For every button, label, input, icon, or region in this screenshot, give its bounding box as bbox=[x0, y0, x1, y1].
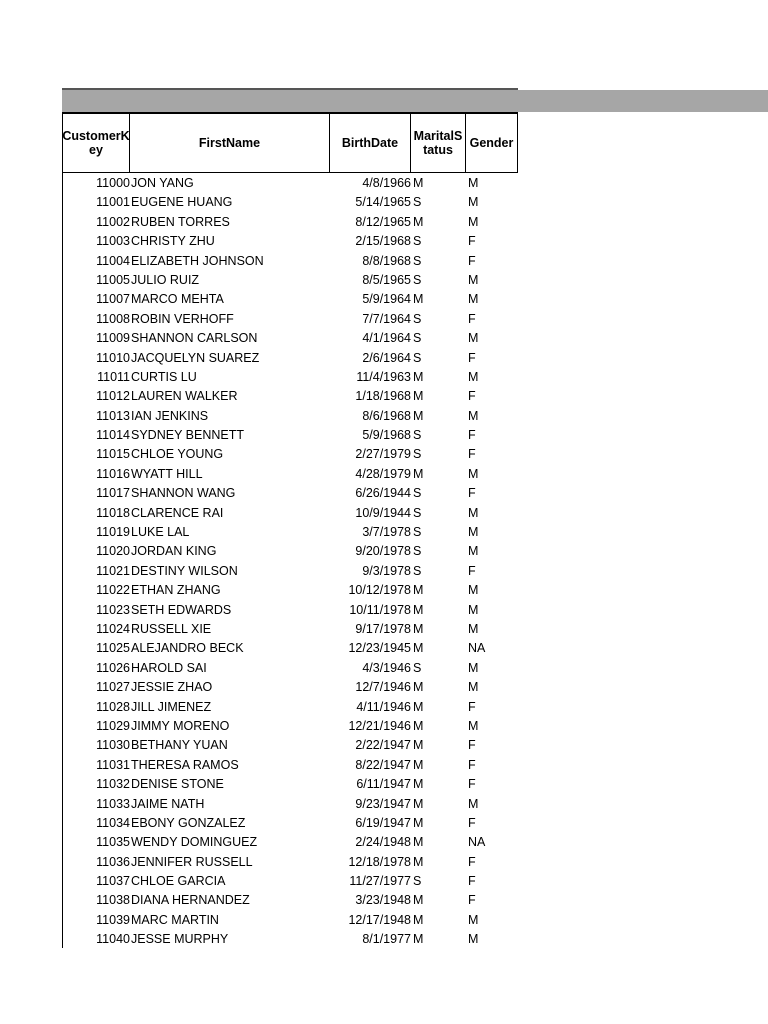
first-name-cell[interactable]: IAN JENKINS bbox=[131, 408, 209, 423]
birth-date-cell[interactable]: 10/12/1978 bbox=[348, 583, 411, 598]
birth-date-cell[interactable]: 8/12/1965 bbox=[355, 214, 411, 229]
table-row bbox=[62, 601, 518, 620]
first-name-cell[interactable]: JESSIE ZHAO bbox=[131, 680, 213, 695]
customer-key-cell[interactable]: 11033 bbox=[96, 796, 130, 811]
customer-key-cell[interactable]: 11036 bbox=[96, 854, 130, 869]
table-row bbox=[62, 678, 518, 697]
birth-date-cell[interactable]: 4/8/1966 bbox=[362, 176, 411, 190]
birth-date-cell[interactable]: 5/9/1964 bbox=[362, 292, 411, 307]
birth-date-cell[interactable]: 6/19/1947 bbox=[355, 815, 411, 830]
table-row bbox=[62, 271, 518, 290]
table-row bbox=[62, 504, 518, 523]
birth-date-cell[interactable]: 4/28/1979 bbox=[355, 466, 411, 481]
gender-cell[interactable]: M bbox=[468, 660, 479, 675]
table-row bbox=[62, 872, 518, 891]
gender-cell[interactable]: F bbox=[468, 874, 476, 889]
marital-status-cell[interactable]: S bbox=[413, 195, 422, 210]
gender-cell[interactable]: M bbox=[468, 176, 479, 190]
birth-date-cell[interactable]: 7/7/1964 bbox=[362, 311, 411, 326]
customer-key-cell[interactable]: 11028 bbox=[96, 699, 130, 714]
gender-cell[interactable]: F bbox=[468, 757, 476, 772]
marital-status-cell[interactable]: M bbox=[413, 912, 424, 927]
first-name-cell[interactable]: ELIZABETH JOHNSON bbox=[131, 253, 264, 268]
gender-cell[interactable]: M bbox=[468, 466, 479, 481]
customer-key-cell[interactable]: 11007 bbox=[96, 292, 130, 307]
customer-key-cell[interactable]: 11025 bbox=[96, 641, 130, 656]
first-name-cell[interactable]: LAUREN WALKER bbox=[131, 389, 238, 404]
marital-status-cell[interactable]: M bbox=[413, 699, 424, 714]
birth-date-cell[interactable]: 11/27/1977 bbox=[349, 874, 411, 889]
marital-status-cell[interactable]: M bbox=[413, 292, 424, 307]
gender-cell[interactable]: M bbox=[468, 680, 479, 695]
customer-key-cell[interactable]: 11034 bbox=[96, 815, 130, 830]
table-row bbox=[62, 213, 518, 232]
marital-status-cell[interactable]: M bbox=[413, 408, 424, 423]
customer-key-cell[interactable]: 11014 bbox=[96, 428, 130, 443]
marital-status-cell[interactable]: M bbox=[413, 815, 424, 830]
table-row bbox=[62, 290, 518, 309]
marital-status-cell[interactable]: S bbox=[413, 234, 422, 249]
first-name-cell[interactable]: RUSSELL XIE bbox=[131, 621, 212, 636]
marital-status-cell[interactable]: M bbox=[413, 641, 424, 656]
table-row bbox=[62, 814, 518, 833]
birth-date-cell[interactable]: 9/23/1947 bbox=[355, 796, 411, 811]
first-name-cell[interactable]: THERESA RAMOS bbox=[131, 757, 239, 772]
gender-cell[interactable]: F bbox=[468, 854, 476, 869]
birth-date-cell[interactable]: 3/7/1978 bbox=[362, 525, 411, 540]
table-row bbox=[62, 891, 518, 910]
customer-key-cell[interactable]: 11008 bbox=[96, 311, 130, 326]
gender-cell[interactable]: M bbox=[468, 583, 479, 598]
gender-cell[interactable]: F bbox=[468, 563, 476, 578]
marital-status-cell[interactable]: M bbox=[413, 854, 424, 869]
header-birth-date[interactable]: BirthDate bbox=[330, 114, 411, 172]
first-name-cell[interactable]: ETHAN ZHANG bbox=[131, 583, 221, 598]
birth-date-cell[interactable]: 8/6/1968 bbox=[362, 408, 411, 423]
first-name-cell[interactable]: LUKE LAL bbox=[131, 525, 190, 540]
first-name-cell[interactable]: JORDAN KING bbox=[131, 544, 217, 559]
first-name-cell[interactable]: JON YANG bbox=[131, 176, 194, 190]
table-row bbox=[62, 639, 518, 658]
first-name-cell[interactable]: SETH EDWARDS bbox=[131, 602, 232, 617]
table-row bbox=[62, 523, 518, 542]
gender-cell[interactable]: M bbox=[468, 912, 479, 927]
table-row bbox=[62, 174, 518, 193]
table-row bbox=[62, 659, 518, 678]
table-row bbox=[62, 368, 518, 387]
first-name-cell[interactable]: DIANA HERNANDEZ bbox=[131, 893, 250, 908]
gender-cell[interactable]: M bbox=[468, 602, 479, 617]
gender-cell[interactable]: F bbox=[468, 253, 476, 268]
gender-cell[interactable]: M bbox=[468, 292, 479, 307]
first-name-cell[interactable]: BETHANY YUAN bbox=[131, 738, 228, 753]
header-marital-status[interactable]: MaritalS tatus bbox=[411, 114, 466, 172]
marital-status-cell[interactable]: S bbox=[413, 660, 422, 675]
table-row bbox=[62, 465, 518, 484]
gender-cell[interactable]: M bbox=[468, 195, 479, 210]
table-row bbox=[62, 310, 518, 329]
gender-cell[interactable]: M bbox=[468, 272, 479, 287]
marital-status-cell[interactable]: M bbox=[413, 583, 424, 598]
header-gender[interactable]: Gender bbox=[466, 114, 518, 172]
first-name-cell[interactable]: CHLOE GARCIA bbox=[131, 874, 226, 889]
birth-date-cell[interactable]: 12/23/1945 bbox=[348, 641, 411, 656]
customer-key-cell[interactable]: 11023 bbox=[96, 602, 130, 617]
table-row bbox=[62, 329, 518, 348]
customer-key-cell[interactable]: 11016 bbox=[96, 466, 130, 481]
table-row bbox=[62, 717, 518, 736]
table-row bbox=[62, 387, 518, 406]
birth-date-cell[interactable]: 2/6/1964 bbox=[362, 350, 411, 365]
gender-cell[interactable]: F bbox=[468, 893, 476, 908]
marital-status-cell[interactable]: M bbox=[413, 621, 424, 636]
customer-key-cell[interactable]: 11005 bbox=[96, 272, 130, 287]
customer-key-cell[interactable]: 11030 bbox=[96, 738, 130, 753]
first-name-cell[interactable]: CURTIS LU bbox=[131, 369, 197, 384]
gender-cell[interactable]: NA bbox=[468, 641, 486, 656]
birth-date-cell[interactable]: 8/22/1947 bbox=[355, 757, 411, 772]
customer-key-cell[interactable]: 11010 bbox=[96, 350, 130, 365]
gender-cell[interactable]: F bbox=[468, 234, 476, 249]
first-name-cell[interactable]: EUGENE HUANG bbox=[131, 195, 233, 210]
table-row bbox=[62, 484, 518, 503]
customer-key-cell[interactable]: 11015 bbox=[96, 447, 130, 462]
gender-cell[interactable]: M bbox=[468, 505, 479, 520]
customer-key-cell[interactable]: 11001 bbox=[96, 195, 130, 210]
birth-date-cell[interactable]: 12/18/1978 bbox=[348, 854, 411, 869]
table-row bbox=[62, 795, 518, 814]
customer-key-cell[interactable]: 11020 bbox=[96, 544, 130, 559]
birth-date-cell[interactable]: 4/11/1946 bbox=[356, 699, 411, 714]
birth-date-cell[interactable]: 2/15/1968 bbox=[355, 234, 411, 249]
gender-cell[interactable]: M bbox=[468, 408, 479, 423]
birth-date-cell[interactable]: 4/1/1964 bbox=[362, 331, 411, 346]
gender-cell[interactable]: M bbox=[468, 796, 479, 811]
marital-status-cell[interactable]: S bbox=[413, 331, 422, 346]
gender-cell[interactable]: F bbox=[468, 389, 476, 404]
gender-cell[interactable]: F bbox=[468, 486, 476, 501]
first-name-cell[interactable]: WENDY DOMINGUEZ bbox=[131, 835, 258, 850]
first-name-cell[interactable]: SHANNON WANG bbox=[131, 486, 236, 501]
first-name-cell[interactable]: EBONY GONZALEZ bbox=[131, 815, 246, 830]
customer-key-cell[interactable]: 11003 bbox=[96, 234, 130, 249]
customer-key-cell[interactable]: 11018 bbox=[96, 505, 130, 520]
table-row bbox=[62, 349, 518, 368]
first-name-cell[interactable]: JILL JIMENEZ bbox=[131, 699, 212, 714]
birth-date-cell[interactable]: 8/1/1977 bbox=[362, 932, 411, 947]
gender-cell[interactable]: M bbox=[468, 932, 479, 947]
customer-key-cell[interactable]: 11011 bbox=[97, 369, 130, 384]
birth-date-cell[interactable]: 10/9/1944 bbox=[355, 505, 411, 520]
table-row bbox=[62, 562, 518, 581]
customer-key-cell[interactable]: 11013 bbox=[96, 408, 130, 423]
table-row bbox=[62, 407, 518, 426]
birth-date-cell[interactable]: 12/21/1946 bbox=[348, 718, 411, 733]
table-row bbox=[62, 445, 518, 464]
table-header bbox=[62, 112, 518, 173]
first-name-cell[interactable]: SHANNON CARLSON bbox=[131, 331, 258, 346]
birth-date-cell[interactable]: 2/24/1948 bbox=[355, 835, 411, 850]
marital-status-cell[interactable]: M bbox=[413, 176, 424, 190]
marital-status-cell[interactable]: S bbox=[413, 544, 422, 559]
marital-status-cell[interactable]: M bbox=[413, 718, 424, 733]
table-row bbox=[62, 620, 518, 639]
first-name-cell[interactable]: CLARENCE RAI bbox=[131, 505, 224, 520]
marital-status-cell[interactable]: M bbox=[413, 680, 424, 695]
customer-key-cell[interactable]: 11004 bbox=[96, 253, 130, 268]
table-row bbox=[62, 581, 518, 600]
customer-key-cell[interactable]: 11029 bbox=[96, 718, 130, 733]
first-name-cell[interactable]: DENISE STONE bbox=[131, 777, 224, 792]
first-name-cell[interactable]: JIMMY MORENO bbox=[131, 718, 230, 733]
customer-key-cell[interactable]: 11037 bbox=[96, 874, 130, 889]
marital-status-cell[interactable]: S bbox=[413, 563, 422, 578]
birth-date-cell[interactable]: 6/11/1947 bbox=[356, 777, 411, 792]
birth-date-cell[interactable]: 11/4/1963 bbox=[356, 369, 411, 384]
marital-status-cell[interactable]: S bbox=[413, 447, 422, 462]
marital-status-cell[interactable]: M bbox=[413, 369, 424, 384]
table-row bbox=[62, 775, 518, 794]
gender-cell[interactable]: M bbox=[468, 718, 479, 733]
customer-key-cell[interactable]: 11040 bbox=[96, 932, 130, 947]
gender-cell[interactable]: M bbox=[468, 369, 479, 384]
marital-status-cell[interactable]: S bbox=[413, 350, 422, 365]
customer-key-cell[interactable]: 11024 bbox=[96, 621, 130, 636]
marital-status-cell[interactable]: M bbox=[413, 796, 424, 811]
birth-date-cell[interactable]: 8/5/1965 bbox=[362, 272, 411, 287]
gender-cell[interactable]: M bbox=[468, 214, 479, 229]
marital-status-cell[interactable]: M bbox=[413, 893, 424, 908]
gender-cell[interactable]: F bbox=[468, 428, 476, 443]
customer-key-cell[interactable]: 11031 bbox=[96, 757, 130, 772]
table-row bbox=[62, 232, 518, 251]
table-row bbox=[62, 736, 518, 755]
header-customer-key[interactable]: CustomerK ey bbox=[62, 114, 130, 172]
marital-status-cell[interactable]: S bbox=[413, 272, 422, 287]
first-name-cell[interactable]: SYDNEY BENNETT bbox=[131, 428, 244, 443]
marital-status-cell[interactable]: M bbox=[413, 466, 424, 481]
birth-date-cell[interactable]: 1/18/1968 bbox=[355, 389, 411, 404]
marital-status-cell[interactable]: M bbox=[413, 602, 424, 617]
gender-cell[interactable]: F bbox=[468, 777, 476, 792]
customer-key-cell[interactable]: 11021 bbox=[96, 563, 130, 578]
customer-key-cell[interactable]: 11022 bbox=[96, 583, 130, 598]
first-name-cell[interactable]: ALEJANDRO BECK bbox=[131, 641, 244, 656]
customer-key-cell[interactable]: 11017 bbox=[96, 486, 130, 501]
gender-cell[interactable]: F bbox=[468, 447, 476, 462]
customer-key-cell[interactable]: 11027 bbox=[96, 680, 130, 695]
first-name-cell[interactable]: JAIME NATH bbox=[131, 796, 205, 811]
first-name-cell[interactable]: HAROLD SAI bbox=[131, 660, 207, 675]
marital-status-cell[interactable]: M bbox=[413, 214, 424, 229]
birth-date-cell[interactable]: 9/17/1978 bbox=[355, 621, 411, 636]
first-name-cell[interactable]: JESSE MURPHY bbox=[131, 932, 229, 947]
first-name-cell[interactable]: MARCO MEHTA bbox=[131, 292, 224, 307]
birth-date-cell[interactable]: 5/9/1968 bbox=[362, 428, 411, 443]
customer-key-cell[interactable]: 11032 bbox=[96, 777, 130, 792]
customer-key-cell[interactable]: 11038 bbox=[96, 893, 130, 908]
marital-status-cell[interactable]: S bbox=[413, 486, 422, 501]
table-row bbox=[62, 930, 518, 949]
gender-cell[interactable]: F bbox=[468, 311, 476, 326]
birth-date-cell[interactable]: 9/3/1978 bbox=[362, 563, 411, 578]
first-name-cell[interactable]: ROBIN VERHOFF bbox=[131, 311, 234, 326]
first-name-cell[interactable]: DESTINY WILSON bbox=[131, 563, 238, 578]
customer-key-cell[interactable]: 11009 bbox=[96, 331, 130, 346]
first-name-cell[interactable]: RUBEN TORRES bbox=[131, 214, 230, 229]
table-row bbox=[62, 426, 518, 445]
marital-status-cell[interactable]: S bbox=[413, 874, 422, 889]
first-name-cell[interactable]: JULIO RUIZ bbox=[131, 272, 200, 287]
gender-cell[interactable]: F bbox=[468, 738, 476, 753]
marital-status-cell[interactable]: M bbox=[413, 389, 424, 404]
marital-status-cell[interactable]: S bbox=[413, 505, 422, 520]
title-band bbox=[62, 90, 768, 112]
birth-date-cell[interactable]: 2/27/1979 bbox=[355, 447, 411, 462]
marital-status-cell[interactable]: M bbox=[413, 932, 424, 947]
marital-status-cell[interactable]: M bbox=[413, 738, 424, 753]
table-row bbox=[62, 193, 518, 212]
first-name-cell[interactable]: CHRISTY ZHU bbox=[131, 234, 215, 249]
customer-key-cell[interactable]: 11026 bbox=[96, 660, 130, 675]
customer-key-cell[interactable]: 11019 bbox=[96, 525, 130, 540]
header-first-name[interactable]: FirstName bbox=[130, 114, 330, 172]
marital-status-cell[interactable]: M bbox=[413, 757, 424, 772]
birth-date-cell[interactable]: 10/11/1978 bbox=[349, 602, 411, 617]
gender-cell[interactable]: M bbox=[468, 525, 479, 540]
marital-status-cell[interactable]: S bbox=[413, 253, 422, 268]
customer-table bbox=[62, 112, 518, 950]
gender-cell[interactable]: F bbox=[468, 699, 476, 714]
table-row bbox=[62, 911, 518, 930]
customer-key-cell[interactable]: 11039 bbox=[96, 912, 130, 927]
customer-key-cell[interactable]: 11002 bbox=[96, 214, 130, 229]
customer-key-cell[interactable]: 11012 bbox=[96, 389, 130, 404]
table-row bbox=[62, 698, 518, 717]
first-name-cell[interactable]: WYATT HILL bbox=[131, 466, 203, 481]
first-name-cell[interactable]: CHLOE YOUNG bbox=[131, 447, 224, 462]
table-row bbox=[62, 853, 518, 872]
first-name-cell[interactable]: JACQUELYN SUAREZ bbox=[131, 350, 260, 365]
birth-date-cell[interactable]: 3/23/1948 bbox=[355, 893, 411, 908]
marital-status-cell[interactable]: M bbox=[413, 835, 424, 850]
gender-cell[interactable]: M bbox=[468, 621, 479, 636]
birth-date-cell[interactable]: 12/7/1946 bbox=[355, 680, 411, 695]
birth-date-cell[interactable]: 8/8/1968 bbox=[362, 253, 411, 268]
birth-date-cell[interactable]: 4/3/1946 bbox=[362, 660, 411, 675]
table-row bbox=[62, 252, 518, 271]
table-row bbox=[62, 756, 518, 775]
gender-cell[interactable]: M bbox=[468, 331, 479, 346]
marital-status-cell[interactable]: S bbox=[413, 311, 422, 326]
marital-status-cell[interactable]: S bbox=[413, 525, 422, 540]
marital-status-cell[interactable]: S bbox=[413, 428, 422, 443]
marital-status-cell[interactable]: M bbox=[413, 777, 424, 792]
table-body bbox=[62, 174, 518, 950]
gender-cell[interactable]: M bbox=[468, 544, 479, 559]
gender-cell[interactable]: NA bbox=[468, 835, 486, 850]
gender-cell[interactable]: F bbox=[468, 350, 476, 365]
birth-date-cell[interactable]: 5/14/1965 bbox=[355, 195, 411, 210]
table-row bbox=[62, 542, 518, 561]
first-name-cell[interactable]: MARC MARTIN bbox=[131, 912, 219, 927]
first-name-cell[interactable]: JENNIFER RUSSELL bbox=[131, 854, 253, 869]
birth-date-cell[interactable]: 2/22/1947 bbox=[355, 738, 411, 753]
gender-cell[interactable]: F bbox=[468, 815, 476, 830]
birth-date-cell[interactable]: 6/26/1944 bbox=[355, 486, 411, 501]
birth-date-cell[interactable]: 12/17/1948 bbox=[348, 912, 411, 927]
birth-date-cell[interactable]: 9/20/1978 bbox=[355, 544, 411, 559]
customer-key-cell[interactable]: 11000 bbox=[96, 176, 130, 190]
table-row bbox=[62, 833, 518, 852]
customer-key-cell[interactable]: 11035 bbox=[96, 835, 130, 850]
